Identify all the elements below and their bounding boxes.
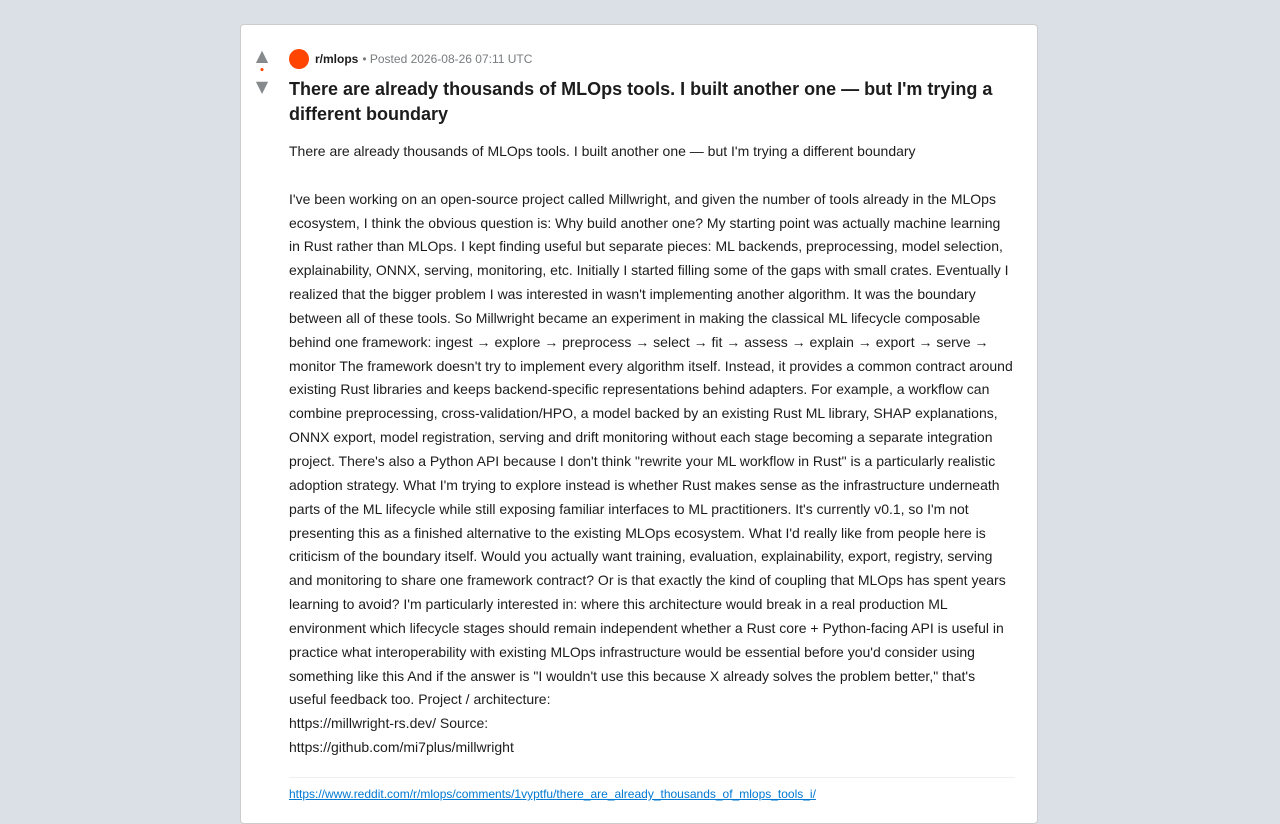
upvote-arrow-icon[interactable]: ▲	[255, 46, 269, 65]
posted-timestamp: • Posted 2026-08-26 07:11 UTC	[362, 52, 533, 66]
subreddit-link[interactable]: r/mlops	[315, 52, 359, 66]
post-content	[289, 49, 1015, 801]
vote-score: •	[259, 66, 265, 76]
post-permalink[interactable]: https://www.reddit.com/r/mlops/comments/1vyptfu/there_are_already_thousands_of_mlops_tools_i/	[289, 786, 816, 801]
post-body: There are already thousands of MLOps tools. I built another one — but I'm trying a different boundary I've been working on an open-source project called Millwright, and given the number of tools already in the MLOps ecosystem, I think the obvious question is: Why build another one? My starting point was actually machine learning in Rust rather than MLOps. I kept finding useful but separate pieces: ML backends, preprocessing, model selection, explainability, ONNX, serving, monitoring, etc. Initially I started filling some of the gaps with small crates. Eventually I realized that the bigger problem I was interested in wasn't implementing another algorithm. It was the boundary between all of these tools. So Millwright became an experiment in making the classical ML lifecycle composable behind one framework: ingest → explore → preprocess → select → fit → assess → explain → export → serve → monitor The framework doesn't try to implement every algorithm itself. Instead, it provides a common contract around existing Rust libraries and keeps backend-specific representations behind adapters. For example, a workflow can combine preprocessing, cross-validation/HPO, a model backed by an existing Rust ML library, SHAP explanations, ONNX export, model registration, serving and drift monitoring without each stage becoming a separate integration project. There's also a Python API because I don't think "rewrite your ML workflow in Rust" is a particularly realistic adoption strategy. What I'm trying to explore instead is whether Rust makes sense as the infrastructure underneath parts of the ML lifecycle while still exposing familiar interfaces to ML practitioners. It's currently v0.1, so I'm not presenting this as a finished alternative to the existing MLOps ecosystem. What I'd really like from people here is criticism of the boundary itself. Would you actually want training, evaluation, explainability, export, registry, serving and monitoring to share one framework contract? Or is that exactly the kind of coupling that MLOps has spent years learning to avoid? I'm particularly interested in: where this architecture would break in a real production ML environment which lifecycle stages should remain independent whether a Rust core + Python-facing API is useful in practice what interoperability with existing MLOps infrastructure would be essential before you'd consider using something like this And if the answer is "I wouldn't use this because X already solves the problem better," that's useful feedback too. Project / architecture: https://millwright-rs.dev/ Source: https://github.com/mi7plus/millwright	[289, 143, 1013, 756]
post-meta	[289, 49, 1015, 69]
vote-column	[241, 47, 283, 96]
post-card	[240, 24, 1038, 824]
post-title[interactable]: There are already thousands of MLOps tools. I built another one — but I'm trying a different boundary	[289, 79, 993, 124]
subreddit-avatar[interactable]	[289, 49, 309, 69]
downvote-arrow-icon[interactable]: ▼	[255, 77, 269, 96]
divider	[289, 777, 1015, 778]
